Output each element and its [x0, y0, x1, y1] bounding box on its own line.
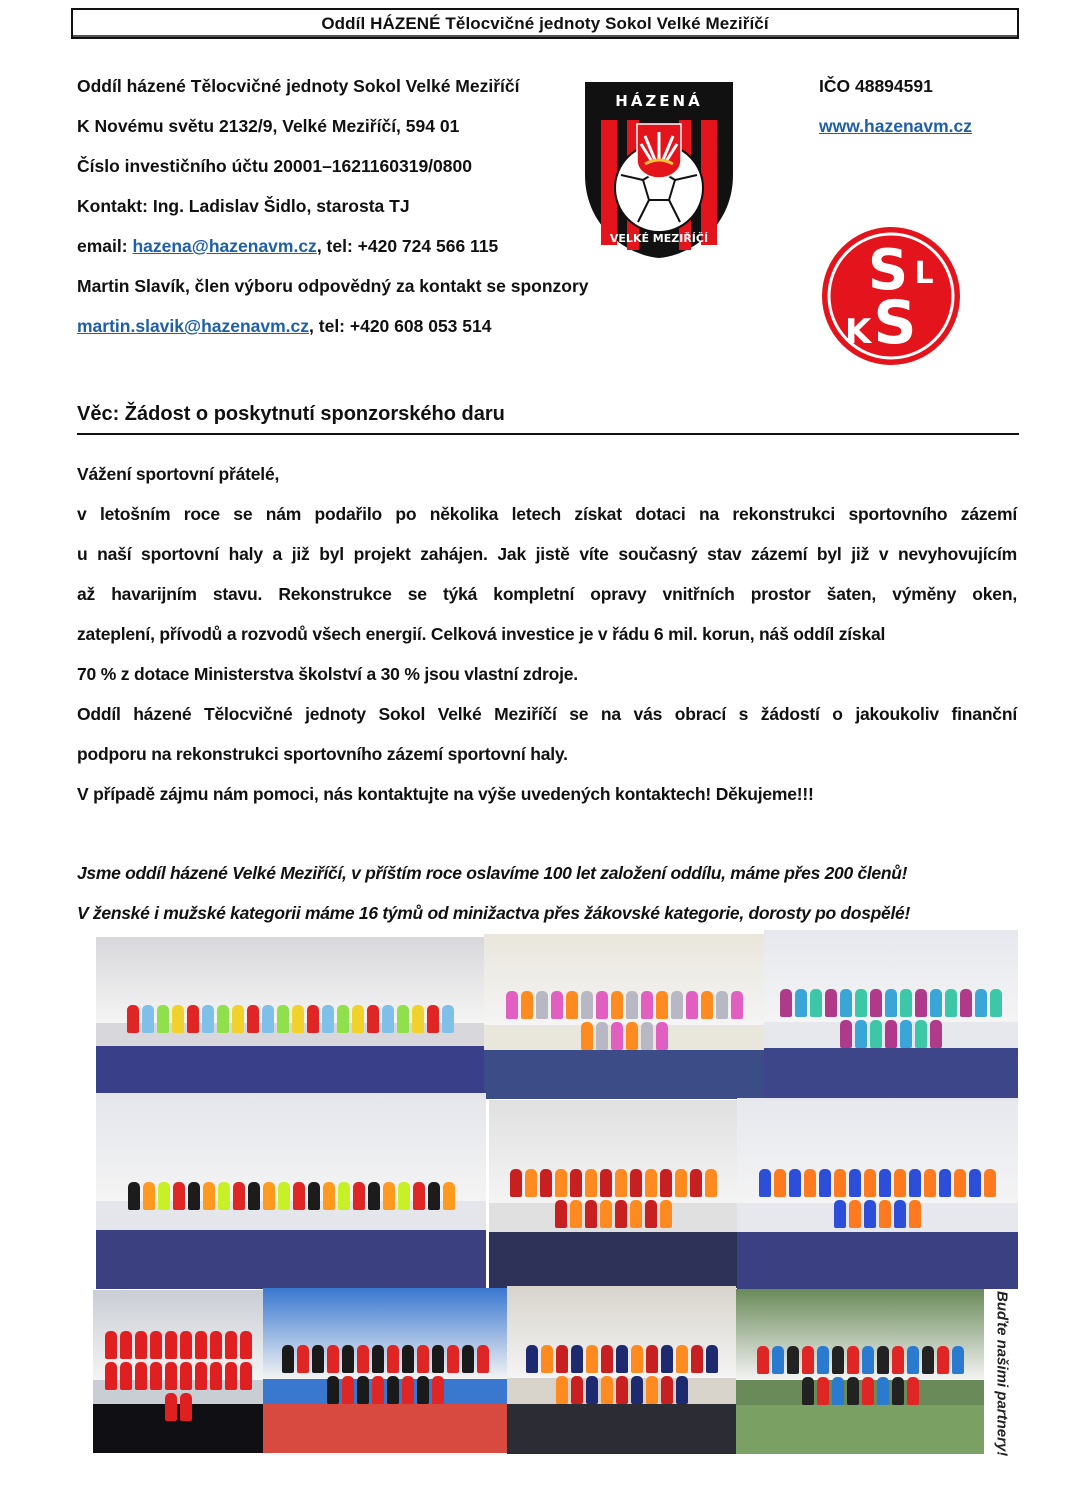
player-figure	[357, 1345, 369, 1373]
letter-line: u naší sportovní haly a již byl projekt zahájen. Jak jistě víte současný stav zázemí byl již v nevyhovujícím	[77, 544, 1017, 564]
player-figure	[297, 1345, 309, 1373]
player-figure	[521, 991, 533, 1019]
player-figure	[417, 1376, 429, 1404]
player-figure	[105, 1362, 117, 1390]
player-figure	[402, 1345, 414, 1373]
svg-text:L: L	[914, 256, 934, 291]
photo-players	[103, 1331, 253, 1421]
player-figure	[616, 1376, 628, 1404]
player-figure	[398, 1182, 410, 1210]
player-figure	[342, 1376, 354, 1404]
player-figure	[172, 1005, 184, 1033]
player-figure	[292, 1005, 304, 1033]
player-figure	[180, 1331, 192, 1359]
player-figure	[247, 1005, 259, 1033]
player-figure	[626, 991, 638, 1019]
svg-text:K: K	[844, 312, 872, 352]
player-figure	[671, 991, 683, 1019]
player-figure	[907, 1346, 919, 1374]
sponsor-contact: Martin Slavík, člen výboru odpovědný za kontakt se sponzory	[77, 276, 589, 296]
player-figure	[676, 1376, 688, 1404]
photo-players	[501, 975, 747, 1066]
player-figure	[210, 1331, 222, 1359]
player-figure	[600, 1169, 612, 1197]
player-figure	[660, 1200, 672, 1228]
player-figure	[795, 989, 807, 1017]
player-figure	[233, 1182, 245, 1210]
player-figure	[323, 1182, 335, 1210]
team-photo	[263, 1288, 507, 1453]
player-figure	[879, 1169, 891, 1197]
player-figure	[581, 1022, 593, 1050]
player-figure	[262, 1005, 274, 1033]
player-figure	[615, 1169, 627, 1197]
player-figure	[817, 1346, 829, 1374]
website-link[interactable]: www.hazenavm.cz	[819, 116, 973, 136]
player-figure	[571, 1345, 583, 1373]
letter-line: v letošním roce se nám podařilo po několika letech získat dotaci na rekonstrukci sportovního zázemí	[77, 504, 1017, 524]
player-figure	[128, 1182, 140, 1210]
club-info-line: V ženské i mužské kategorii máme 16 týmů od minižactva přes žákovské kategorie, dorosty po dospělé!	[77, 903, 910, 923]
letter-line: až havarijním stavu. Rekonstrukce se týká kompletní opravy vnitřních prostor šaten, výměny oken,	[77, 584, 1017, 604]
player-figure	[646, 1376, 658, 1404]
club-logo-bottom-text: VELKÉ MEZIŘÍČÍ	[609, 232, 709, 245]
player-figure	[555, 1169, 567, 1197]
player-figure	[900, 989, 912, 1017]
player-figure	[413, 1182, 425, 1210]
player-figure	[915, 989, 927, 1017]
player-figure	[832, 1346, 844, 1374]
player-figure	[338, 1182, 350, 1210]
club-logo-top-text: HÁZENÁ	[615, 92, 703, 110]
letter-greeting: Vážení sportovní přátelé,	[77, 464, 280, 484]
player-figure	[571, 1376, 583, 1404]
player-figure	[353, 1182, 365, 1210]
player-figure	[900, 1020, 912, 1048]
player-figure	[849, 1169, 861, 1197]
letter-line: podporu na rekonstrukci sportovního zázemí sportovní haly.	[77, 744, 568, 764]
player-figure	[188, 1182, 200, 1210]
player-figure	[368, 1182, 380, 1210]
email-link[interactable]: hazena@hazenavm.cz	[132, 236, 317, 256]
player-figure	[327, 1345, 339, 1373]
player-figure	[705, 1169, 717, 1197]
letter-line: zateplení, přívodů a rozvodů všech energií. Celková investice je v řádu 6 mil. korun, náš oddíl získal	[77, 624, 886, 644]
player-figure	[322, 1005, 334, 1033]
photo-players	[779, 972, 1003, 1064]
player-figure	[855, 1020, 867, 1048]
letter-line: Oddíl házené Tělocvičné jednoty Sokol Velké Meziříčí se na vás obrací s žádostí o jakoukoliv finanční	[77, 704, 1017, 724]
player-figure	[630, 1200, 642, 1228]
svg-text:S: S	[873, 288, 917, 358]
player-figure	[541, 1345, 553, 1373]
player-figure	[120, 1331, 132, 1359]
player-figure	[566, 991, 578, 1019]
player-figure	[387, 1345, 399, 1373]
player-figure	[892, 1377, 904, 1405]
player-figure	[551, 991, 563, 1019]
player-figure	[570, 1200, 582, 1228]
player-figure	[817, 1377, 829, 1405]
player-figure	[825, 989, 837, 1017]
player-figure	[540, 1169, 552, 1197]
player-figure	[631, 1345, 643, 1373]
player-figure	[278, 1182, 290, 1210]
player-figure	[412, 1005, 424, 1033]
address: K Novému světu 2132/9, Velké Meziříčí, 594 01	[77, 116, 460, 136]
player-figure	[263, 1182, 275, 1210]
player-figure	[402, 1376, 414, 1404]
player-figure	[945, 989, 957, 1017]
player-figure	[675, 1169, 687, 1197]
player-figure	[631, 1376, 643, 1404]
club-info-line: Jsme oddíl házené Velké Meziříčí, v příštím roce oslavíme 100 let založení oddílu, máme přes 200 členů!	[77, 863, 908, 883]
player-figure	[819, 1169, 831, 1197]
sponsor-email-line	[77, 316, 491, 337]
player-figure	[240, 1331, 252, 1359]
player-figure	[706, 1345, 718, 1373]
player-figure	[526, 1345, 538, 1373]
photo-players	[119, 1142, 462, 1250]
player-figure	[357, 1376, 369, 1404]
player-figure	[802, 1377, 814, 1405]
player-figure	[432, 1345, 444, 1373]
player-figure	[180, 1362, 192, 1390]
player-figure	[615, 1200, 627, 1228]
player-figure	[462, 1345, 474, 1373]
svg-text:S: S	[867, 238, 909, 303]
letter-line: 70 % z dotace Ministerstva školství a 30 % jsou vlastní zdroje.	[77, 664, 578, 684]
player-figure	[443, 1182, 455, 1210]
player-figure	[969, 1169, 981, 1197]
player-figure	[157, 1005, 169, 1033]
sponsor-phone: , tel: +420 608 053 514	[309, 316, 492, 336]
player-figure	[218, 1182, 230, 1210]
sponsor-email-link[interactable]: martin.slavik@hazenavm.cz	[77, 316, 310, 336]
player-figure	[248, 1182, 260, 1210]
team-photo	[507, 1286, 736, 1454]
letter-line: V případě zájmu nám pomoci, nás kontaktujte na výše uvedených kontaktech! Děkujeme!!!	[77, 784, 814, 804]
player-figure	[686, 991, 698, 1019]
player-figure	[641, 1022, 653, 1050]
player-figure	[383, 1182, 395, 1210]
player-figure	[630, 1169, 642, 1197]
player-figure	[372, 1345, 384, 1373]
player-figure	[556, 1376, 568, 1404]
player-figure	[676, 1345, 688, 1373]
player-figure	[847, 1346, 859, 1374]
player-figure	[556, 1345, 568, 1373]
team-photo	[96, 937, 484, 1093]
player-figure	[952, 1346, 964, 1374]
player-figure	[525, 1169, 537, 1197]
player-figure	[596, 991, 608, 1019]
player-figure	[641, 991, 653, 1019]
player-figure	[225, 1331, 237, 1359]
player-figure	[477, 1345, 489, 1373]
player-figure	[150, 1362, 162, 1390]
email-line	[77, 236, 498, 257]
player-figure	[428, 1182, 440, 1210]
player-figure	[307, 1005, 319, 1033]
player-figure	[165, 1393, 177, 1421]
player-figure	[892, 1346, 904, 1374]
player-figure	[691, 1345, 703, 1373]
player-figure	[656, 1022, 668, 1050]
player-figure	[840, 1020, 852, 1048]
team-photo	[489, 1100, 737, 1288]
player-figure	[600, 1200, 612, 1228]
sokol-logo-icon	[820, 225, 962, 367]
photo-players	[751, 1330, 969, 1421]
player-figure	[158, 1182, 170, 1210]
player-figure	[870, 1020, 882, 1048]
player-figure	[759, 1169, 771, 1197]
team-photo	[93, 1290, 263, 1453]
contact-person: Kontakt: Ing. Ladislav Šidlo, starosta TJ	[77, 196, 410, 216]
player-figure	[939, 1169, 951, 1197]
player-figure	[834, 1200, 846, 1228]
player-figure	[601, 1345, 613, 1373]
player-figure	[990, 989, 1002, 1017]
player-figure	[120, 1362, 132, 1390]
club-logo-icon	[583, 80, 735, 260]
player-figure	[308, 1182, 320, 1210]
player-figure	[877, 1377, 889, 1405]
player-figure	[661, 1345, 673, 1373]
player-figure	[173, 1182, 185, 1210]
player-figure	[975, 989, 987, 1017]
player-figure	[930, 1020, 942, 1048]
team-photo	[736, 1289, 984, 1454]
player-figure	[372, 1376, 384, 1404]
player-figure	[787, 1346, 799, 1374]
player-figure	[442, 1005, 454, 1033]
email-phone: , tel: +420 724 566 115	[316, 236, 499, 256]
player-figure	[165, 1362, 177, 1390]
team-photo	[484, 934, 764, 1099]
player-figure	[165, 1331, 177, 1359]
player-figure	[862, 1346, 874, 1374]
player-figure	[909, 1200, 921, 1228]
player-figure	[701, 991, 713, 1019]
organization-name: Oddíl házené Tělocvičné jednoty Sokol Velké Meziříčí	[77, 76, 520, 96]
player-figure	[282, 1345, 294, 1373]
player-figure	[127, 1005, 139, 1033]
letter-subject: Věc: Žádost o poskytnutí sponzorského daru	[77, 403, 1019, 435]
player-figure	[187, 1005, 199, 1033]
player-figure	[922, 1346, 934, 1374]
player-figure	[885, 989, 897, 1017]
player-figure	[960, 989, 972, 1017]
player-figure	[864, 1200, 876, 1228]
player-figure	[510, 1169, 522, 1197]
player-figure	[879, 1200, 891, 1228]
player-figure	[810, 989, 822, 1017]
player-figure	[915, 1020, 927, 1048]
player-figure	[909, 1169, 921, 1197]
photo-players	[119, 976, 460, 1062]
photo-players	[754, 1146, 1001, 1251]
player-figure	[645, 1169, 657, 1197]
player-figure	[716, 991, 728, 1019]
player-figure	[217, 1005, 229, 1033]
player-figure	[789, 1169, 801, 1197]
player-figure	[626, 1022, 638, 1050]
player-figure	[417, 1345, 429, 1373]
player-figure	[601, 1376, 613, 1404]
player-figure	[150, 1331, 162, 1359]
team-photo	[737, 1098, 1018, 1289]
player-figure	[849, 1200, 861, 1228]
email-label: email:	[77, 236, 133, 256]
player-figure	[135, 1362, 147, 1390]
player-figure	[585, 1200, 597, 1228]
player-figure	[143, 1182, 155, 1210]
player-figure	[772, 1346, 784, 1374]
player-figure	[855, 989, 867, 1017]
player-figure	[930, 989, 942, 1017]
player-figure	[203, 1182, 215, 1210]
player-figure	[611, 1022, 623, 1050]
player-figure	[210, 1362, 222, 1390]
player-figure	[757, 1346, 769, 1374]
bank-account: Číslo investičního účtu 20001–1621160319/0800	[77, 156, 472, 176]
player-figure	[586, 1376, 598, 1404]
player-figure	[180, 1393, 192, 1421]
document-header	[71, 8, 1019, 39]
player-figure	[202, 1005, 214, 1033]
player-figure	[447, 1345, 459, 1373]
player-figure	[937, 1346, 949, 1374]
player-figure	[232, 1005, 244, 1033]
player-figure	[984, 1169, 996, 1197]
player-figure	[907, 1377, 919, 1405]
player-figure	[834, 1169, 846, 1197]
player-figure	[596, 1022, 608, 1050]
player-figure	[105, 1331, 117, 1359]
player-figure	[661, 1376, 673, 1404]
player-figure	[954, 1169, 966, 1197]
player-figure	[312, 1345, 324, 1373]
player-figure	[586, 1345, 598, 1373]
player-figure	[432, 1376, 444, 1404]
player-figure	[656, 991, 668, 1019]
player-figure	[802, 1346, 814, 1374]
player-figure	[397, 1005, 409, 1033]
player-figure	[387, 1376, 399, 1404]
player-figure	[832, 1377, 844, 1405]
player-figure	[382, 1005, 394, 1033]
player-figure	[840, 989, 852, 1017]
player-figure	[804, 1169, 816, 1197]
player-figure	[367, 1005, 379, 1033]
player-figure	[862, 1377, 874, 1405]
photo-players	[504, 1147, 722, 1250]
player-figure	[616, 1345, 628, 1373]
player-figure	[536, 991, 548, 1019]
player-figure	[293, 1182, 305, 1210]
photo-players	[521, 1328, 723, 1420]
player-figure	[337, 1005, 349, 1033]
player-figure	[731, 991, 743, 1019]
player-figure	[847, 1377, 859, 1405]
player-figure	[774, 1169, 786, 1197]
player-figure	[924, 1169, 936, 1197]
ico-number: IČO 48894591	[819, 76, 933, 96]
team-photo	[96, 1093, 486, 1289]
player-figure	[894, 1169, 906, 1197]
player-figure	[352, 1005, 364, 1033]
photo-players	[278, 1329, 493, 1420]
player-figure	[864, 1169, 876, 1197]
player-figure	[885, 1020, 897, 1048]
player-figure	[611, 991, 623, 1019]
team-photo	[764, 930, 1018, 1098]
player-figure	[570, 1169, 582, 1197]
player-figure	[195, 1331, 207, 1359]
player-figure	[780, 989, 792, 1017]
player-figure	[660, 1169, 672, 1197]
player-figure	[690, 1169, 702, 1197]
player-figure	[142, 1005, 154, 1033]
player-figure	[870, 989, 882, 1017]
player-figure	[645, 1200, 657, 1228]
player-figure	[506, 991, 518, 1019]
player-figure	[427, 1005, 439, 1033]
player-figure	[585, 1169, 597, 1197]
player-figure	[894, 1200, 906, 1228]
player-figure	[195, 1362, 207, 1390]
player-figure	[327, 1376, 339, 1404]
player-figure	[877, 1346, 889, 1374]
header-title: Oddíl HÁZENÉ Tělocvičné jednoty Sokol Velké Meziříčí	[321, 13, 769, 33]
player-figure	[225, 1362, 237, 1390]
player-figure	[555, 1200, 567, 1228]
player-figure	[135, 1331, 147, 1359]
player-figure	[342, 1345, 354, 1373]
player-figure	[277, 1005, 289, 1033]
player-figure	[646, 1345, 658, 1373]
partner-caption: Buďte našimi partnery!	[993, 1291, 1011, 1457]
player-figure	[581, 991, 593, 1019]
player-figure	[240, 1362, 252, 1390]
